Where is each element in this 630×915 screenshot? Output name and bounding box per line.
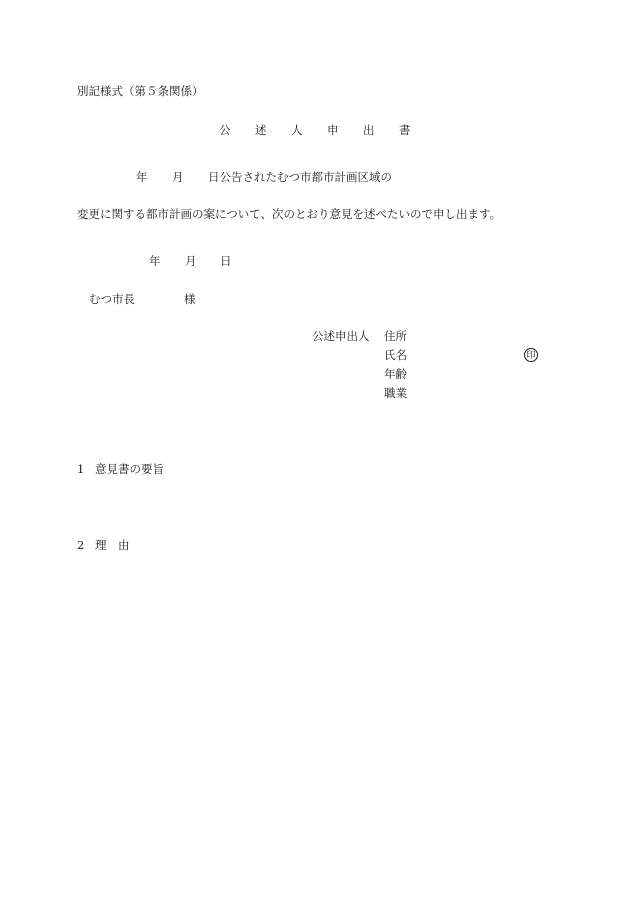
announcement-month: 月	[172, 170, 184, 184]
applicant-field-occupation: 職業	[384, 386, 407, 400]
section-2-label: 理 由	[95, 538, 130, 552]
title-char-5: 出	[363, 123, 375, 137]
announcement-year: 年	[136, 170, 148, 184]
date-day: 日	[220, 254, 232, 268]
title-char-6: 書	[399, 123, 411, 137]
section-1-number: 1	[77, 462, 85, 476]
title-char-2: 述	[255, 123, 267, 137]
addressee-name: むつ市長	[89, 292, 135, 306]
form-label: 別記様式（第５条関係）	[77, 84, 204, 98]
addressee-honorific: 様	[184, 292, 196, 306]
title-char-1: 公	[219, 123, 231, 137]
applicant-field-address: 住所	[384, 329, 407, 343]
title-char-3: 人	[291, 123, 303, 137]
announcement-line1: 日公告されたむつ市都市計画区域の	[208, 170, 392, 184]
date-year: 年	[149, 254, 161, 268]
section-2-number: 2	[77, 538, 85, 552]
title-char-4: 申	[327, 123, 339, 137]
announcement-line2: 変更に関する都市計画の案について、次のとおり意見を述べたいので申し出ます。	[77, 207, 502, 221]
seal-icon: 印	[524, 348, 538, 362]
applicant-heading: 公述申出人	[312, 329, 370, 343]
applicant-field-name: 氏名	[384, 348, 407, 362]
applicant-field-age: 年齢	[384, 367, 407, 381]
date-month: 月	[185, 254, 197, 268]
section-1-label: 意見書の要旨	[95, 462, 164, 476]
